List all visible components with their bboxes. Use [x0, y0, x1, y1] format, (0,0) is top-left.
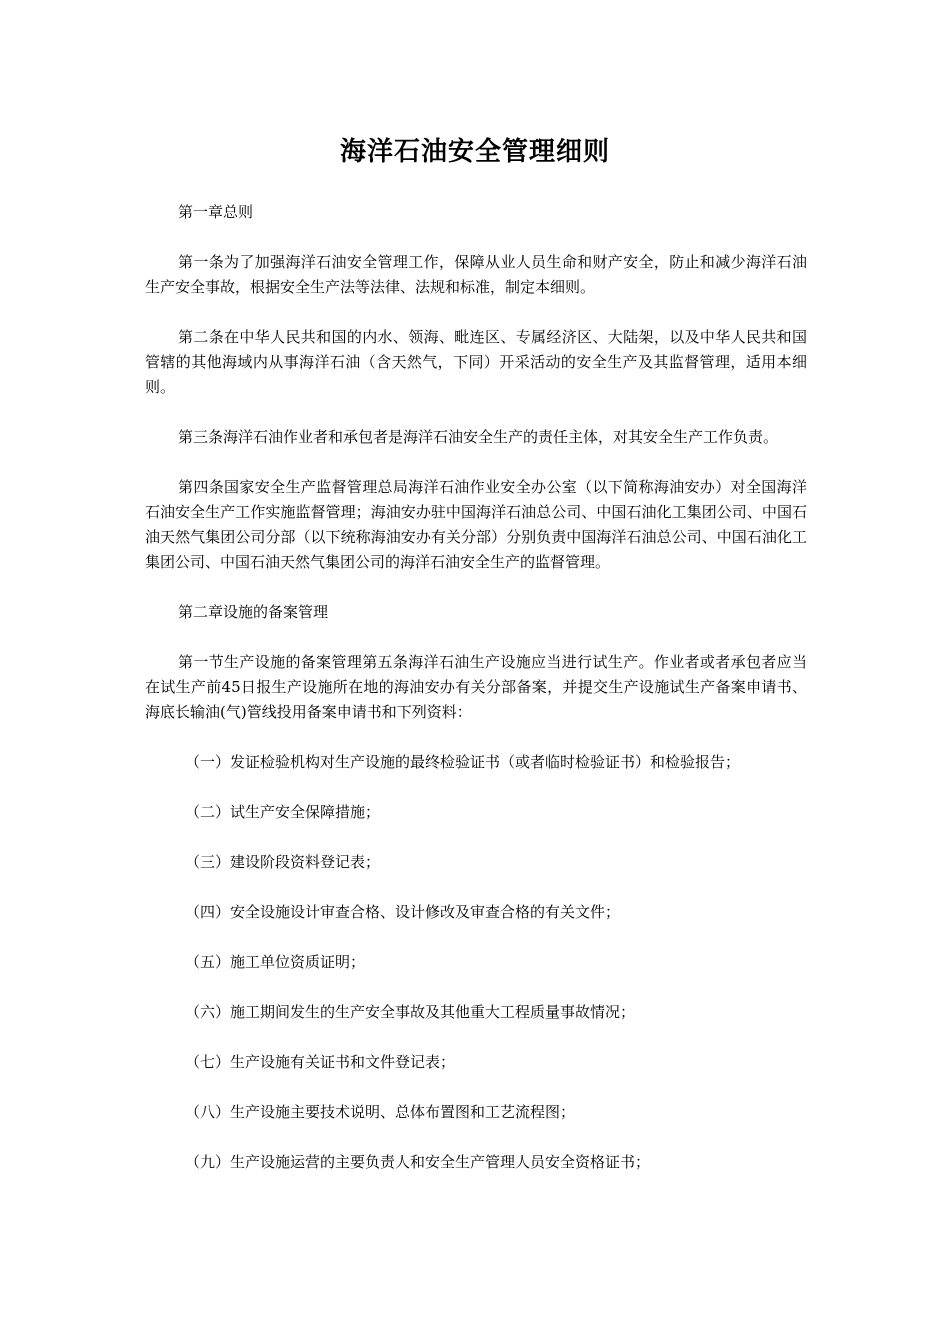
chapter-heading: 第二章设施的备案管理 — [178, 603, 329, 621]
list-item: （七）生产设施有关证书和文件登记表； — [185, 1053, 456, 1071]
list-item: （三）建设阶段资料登记表； — [185, 853, 381, 871]
section-paragraph: 第一节生产设施的备案管理第五条海洋石油生产设施应当进行试生产。作业者或者承包者应当在试生产前45日报生产设施所在地的海油安办有关分部备案，并提交生产设施试生产备案申请书、海底长输油(气)管线投用备案申请书和下列资料： — [145, 653, 807, 721]
article-paragraph: 第二条在中华人民共和国的内水、领海、毗连区、专属经济区、大陆架，以及中华人民共和国管辖的其他海域内从事海洋石油（含天然气，下同）开采活动的安全生产及其监督管理，适用本细则。 — [145, 328, 807, 396]
list-item: （八）生产设施主要技术说明、总体布置图和工艺流程图； — [185, 1103, 576, 1121]
document-body — [145, 200, 807, 1200]
article-paragraph: 第三条海洋石油作业者和承包者是海洋石油安全生产的责任主体，对其安全生产工作负责。 — [178, 428, 779, 446]
article-paragraph: 第四条国家安全生产监督管理总局海洋石油作业安全办公室（以下简称海油安办）对全国海洋石油安全生产工作实施监督管理；海油安办驻中国海洋石油总公司、中国石油化工集团公司、中国石油天然气集团公司分部（以下统称海油安办有关分部）分别负责中国海洋石油总公司、中国石油化工集团公司、中国石油天然气集团公司的海洋石油安全生产的监督管理。 — [145, 478, 807, 571]
list-item: （五）施工单位资质证明； — [185, 953, 366, 971]
list-item: （二）试生产安全保障措施； — [185, 803, 381, 821]
list-item: （一）发证检验机构对生产设施的最终检验证书（或者临时检验证书）和检验报告； — [185, 753, 741, 771]
document-title: 海洋石油安全管理细则 — [339, 137, 610, 167]
list-item: （六）施工期间发生的生产安全事故及其他重大工程质量事故情况； — [185, 1003, 636, 1021]
chapter-heading: 第一章总则 — [178, 203, 254, 221]
list-item: （四）安全设施设计审查合格、设计修改及审查合格的有关文件； — [185, 903, 621, 921]
article-paragraph: 第一条为了加强海洋石油安全管理工作，保障从业人员生命和财产安全，防止和减少海洋石油生产安全事故，根据安全生产法等法律、法规和标准，制定本细则。 — [145, 253, 807, 296]
list-item: （九）生产设施运营的主要负责人和安全生产管理人员安全资格证书； — [185, 1153, 651, 1171]
